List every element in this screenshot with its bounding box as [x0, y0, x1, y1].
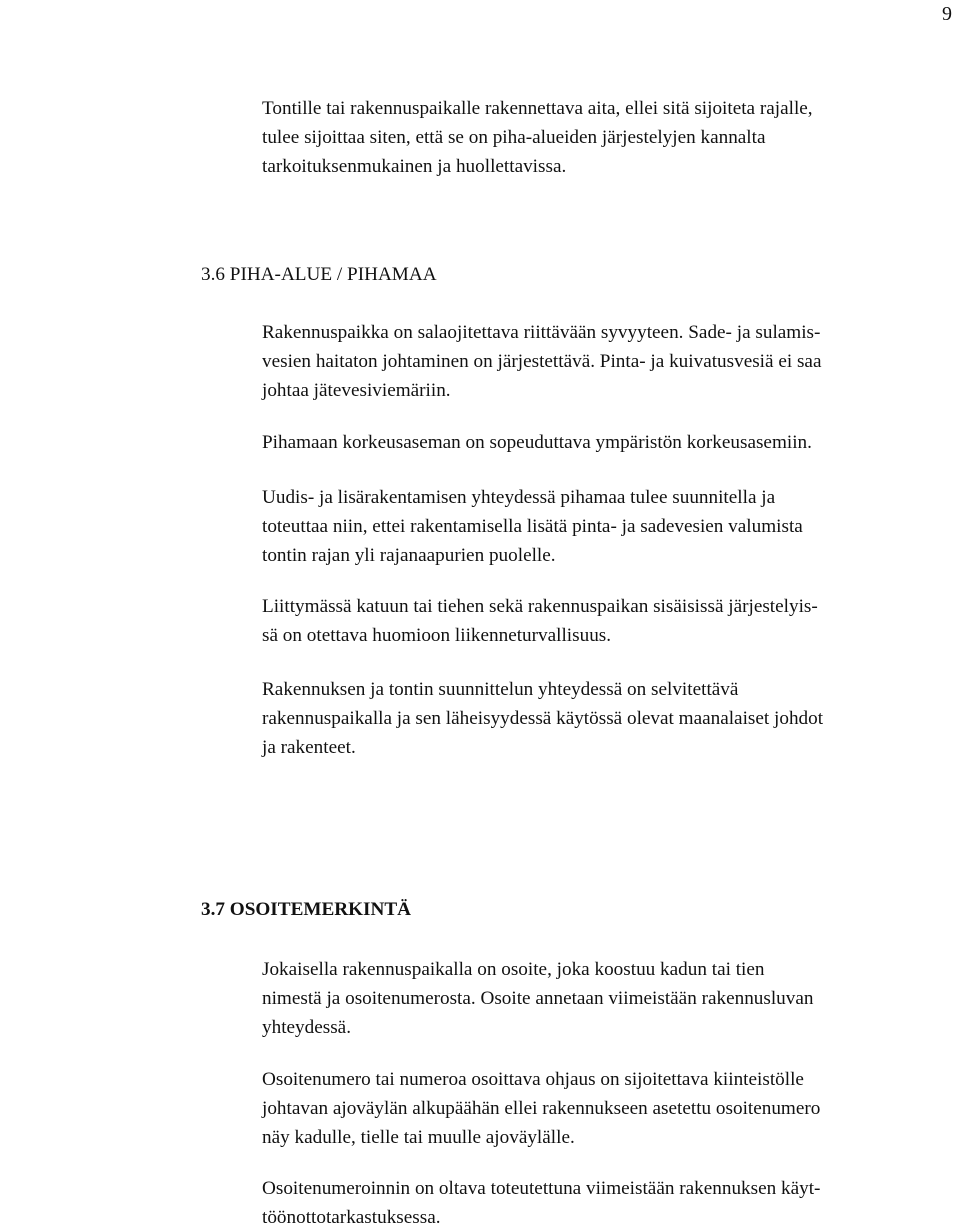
section-3-6-paragraph-3: Uudis- ja lisärakentamisen yhteydessä pihamaa tulee suunnitella ja toteuttaa niin, ettei rakentamisella lisätä pinta- ja sadevesien valumista tontin rajan yli rajanaapurien puolelle.: [262, 487, 803, 566]
section-3-6-paragraph-2: Pihamaan korkeusaseman on sopeuduttava ympäristön korkeusasemiin.: [262, 432, 812, 453]
section-3-6-paragraph-4: Liittymässä katuun tai tiehen sekä rakennuspaikan sisäisissä järjestelyis- sä on otettava huomioon liikenneturvallisuus.: [262, 596, 818, 646]
section-3-7-heading: 3.7 OSOITEMERKINTÄ: [201, 899, 412, 920]
section-3-7-paragraph-1: Jokaisella rakennuspaikalla on osoite, joka koostuu kadun tai tien nimestä ja osoitenumerosta. Osoite annetaan viimeistään rakennusluvan yhteydessä.: [262, 959, 814, 1038]
section-3-6-paragraph-5: Rakennuksen ja tontin suunnittelun yhteydessä on selvitettävä rakennuspaikalla ja sen läheisyydessä käytössä olevat maanalaiset johdot ja rakenteet.: [262, 679, 824, 758]
section-3-6-heading: 3.6 PIHA-ALUE / PIHAMAA: [201, 264, 437, 285]
section-3-6-paragraph-1: Rakennuspaikka on salaojitettava riittävään syvyyteen. Sade- ja sulamis- vesien haitaton johtaminen on järjestettävä. Pinta- ja kuivatusvesiä ei saa johtaa jätevesiviemäriin.: [262, 322, 822, 401]
section-3-7-paragraph-3: Osoitenumeroinnin on oltava toteutettuna viimeistään rakennuksen käyt- töönottotarkastuksessa.: [262, 1178, 821, 1228]
section-3-7-paragraph-2: Osoitenumero tai numeroa osoittava ohjaus on sijoitettava kiinteistölle johtavan ajoväylän alkupäähän ellei rakennukseen asetettu osoitenumero näy kadulle, tielle tai muulle ajoväylälle.: [262, 1069, 821, 1148]
intro-paragraph: Tontille tai rakennuspaikalle rakennettava aita, ellei sitä sijoiteta rajalle, tulee sijoittaa siten, että se on piha-alueiden järjestelyjen kannalta tarkoituksenmukainen ja huollettavissa.: [262, 98, 813, 177]
page-number: 9: [942, 3, 952, 25]
